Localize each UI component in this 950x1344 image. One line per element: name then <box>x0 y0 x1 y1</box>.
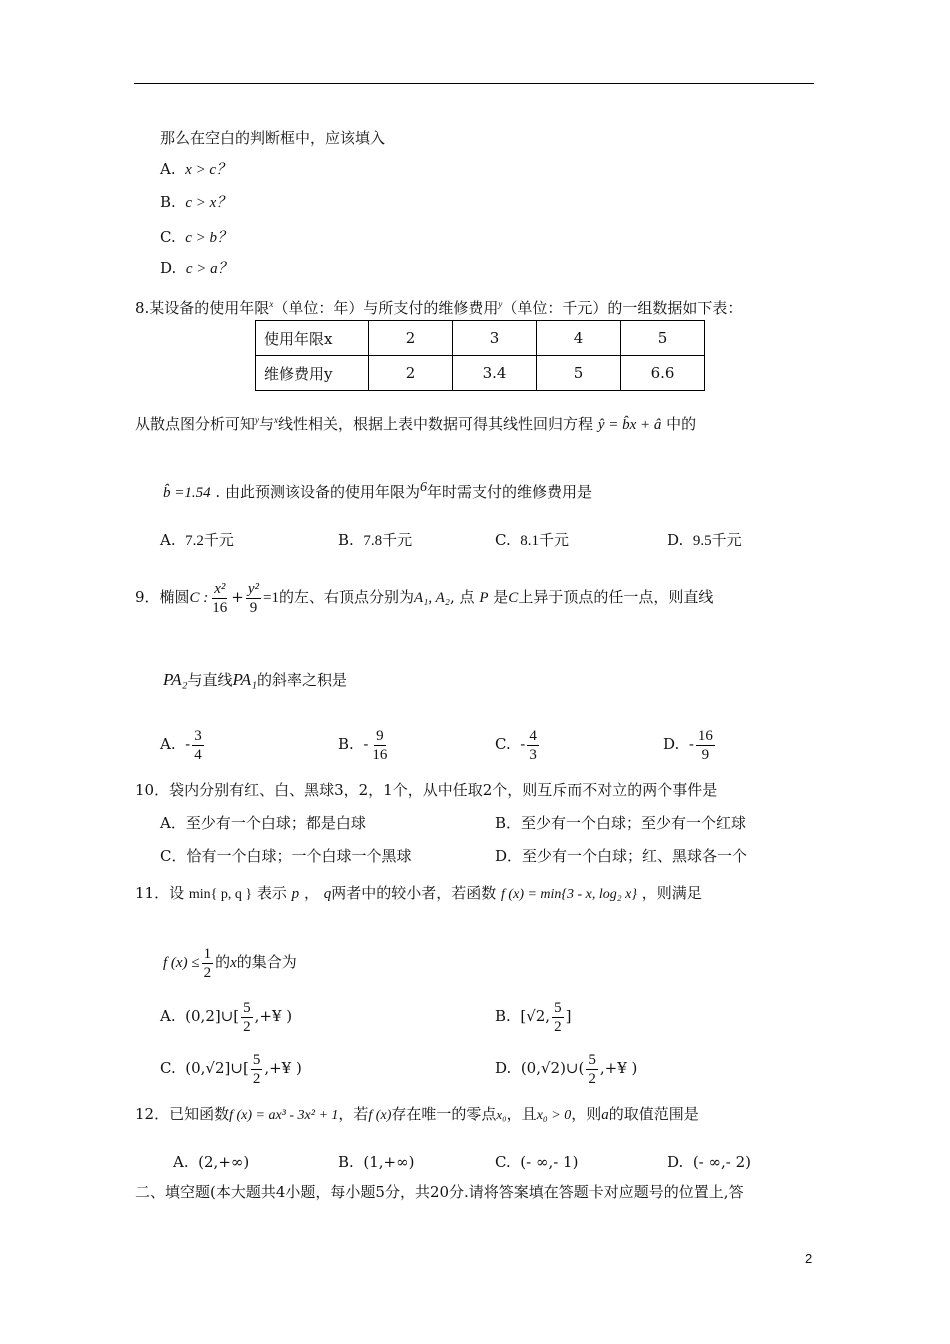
table-cell: 5 <box>621 321 705 356</box>
q12-stem: 12．已知函数f (x) = ax³ - 3x² + 1，若f (x)存在唯一的零点x₀，且x₀ > 0，则a的取值范围是 <box>135 1105 699 1123</box>
q8-option-c: C. 8.1千元 <box>495 531 570 549</box>
q8-data-table <box>255 320 705 391</box>
table-cell: 6.6 <box>621 356 705 391</box>
q9-option-b: B. - $\frac{9}{16}$ <box>338 727 388 763</box>
table-row-header: 使用年限x <box>256 321 369 356</box>
q12-option-b: B. (1,+∞) <box>338 1153 415 1171</box>
q11-option-c: C. (0,√2]∪[ $\frac{5}{2}$ ,+¥ ) <box>160 1051 302 1087</box>
table-cell: 3 <box>453 321 537 356</box>
q11-stem: 11．设 min{ p, q } 表示 p ， q两者中的较小者，若函数 f (x) = min{3 - x, log₂ x} ，则满足 <box>135 884 702 902</box>
section-2-heading: 二、填空题(本大题共4小题，每小题5分，共20分.请将答案填在答题卡对应题号的位置上,答 <box>135 1183 744 1201</box>
table-row <box>256 356 705 391</box>
table-cell: 2 <box>369 321 453 356</box>
q10-option-a: A．至少有一个白球；都是白球 <box>160 814 366 832</box>
q8-line3: b̂ =1.54 . 由此预测该设备的使用年限为$^6$年时需支付的维修费用是 <box>163 480 592 501</box>
q7-option-d: D. c > a？ <box>160 259 233 277</box>
table-row-header: 维修费用y <box>256 356 369 391</box>
q12-option-d: D. (- ∞,- 2) <box>667 1153 751 1171</box>
q11-option-b: B. [√2, $\frac{5}{2}$ ] <box>495 999 572 1035</box>
q10-stem: 10．袋内分别有红、白、黑球3，2，1个，从中任取2个，则互斥而不对立的两个事件是 <box>135 781 718 799</box>
header-rule <box>134 83 814 84</box>
q8-option-b: B. 7.8千元 <box>338 531 413 549</box>
q7-option-a: A. x > c？ <box>160 160 232 178</box>
q10-option-d: D．至少有一个白球；红、黑球各一个 <box>495 847 748 865</box>
q12-option-c: C. (- ∞,- 1) <box>495 1153 579 1171</box>
q9-option-a: A. - $\frac{3}{4}$ <box>160 727 202 763</box>
q9-option-c: C. - $\frac{4}{3}$ <box>495 727 537 763</box>
q7-option-b: B. c > x？ <box>160 193 232 211</box>
q7-stem: 那么在空白的判断框中，应该填入 <box>160 129 386 147</box>
q8-line2: 从散点图分析可知$^y$与$^x$线性相关，根据上表中数据可得其线性回归方程 ŷ = b̂x + â 中的 <box>135 415 697 433</box>
q9-line2: PA₂与直线PA₁的斜率之积是 <box>163 670 348 689</box>
q10-option-b: B．至少有一个白球；至少有一个红球 <box>495 814 747 832</box>
q12-option-a: A. (2,+∞) <box>173 1153 250 1171</box>
table-cell: 2 <box>369 356 453 391</box>
page-number: 2 <box>805 1251 813 1266</box>
q10-option-c: C．恰有一个白球；一个白球一个黑球 <box>160 847 412 865</box>
table-cell: 5 <box>537 356 621 391</box>
table-cell: 4 <box>537 321 621 356</box>
table-row <box>256 321 705 356</box>
q11-option-a: A. (0,2]∪[ $\frac{5}{2}$ ,+¥ ) <box>160 999 293 1035</box>
q9-stem: 9．椭圆C : $\frac{\text{x²}}{16}$ + $\frac{\text{y²}}{9}$ =1的左、右顶点分别为A₁, A₂, 点 P 是C上异于顶点的任一点，则直线 <box>135 580 714 616</box>
q9-option-d: D. - $\frac{16}{9}$ <box>663 727 713 763</box>
q8-stem: 8.某设备的使用年限$^x$（单位：年）与所支付的维修费用$^y$（单位：千元）的一组数据如下表： <box>135 299 743 317</box>
q8-option-a: A. 7.2千元 <box>160 531 234 549</box>
table-cell: 3.4 <box>453 356 537 391</box>
q11-option-d: D. (0,√2)∪( $\frac{5}{2}$ ,+¥ ) <box>495 1051 638 1087</box>
q8-option-d: D. 9.5千元 <box>667 531 742 549</box>
q7-option-c: C. c > b？ <box>160 228 233 246</box>
q11-line2: f (x) ≤ $\frac{1}{2}$ 的x的集合为 <box>163 945 297 981</box>
